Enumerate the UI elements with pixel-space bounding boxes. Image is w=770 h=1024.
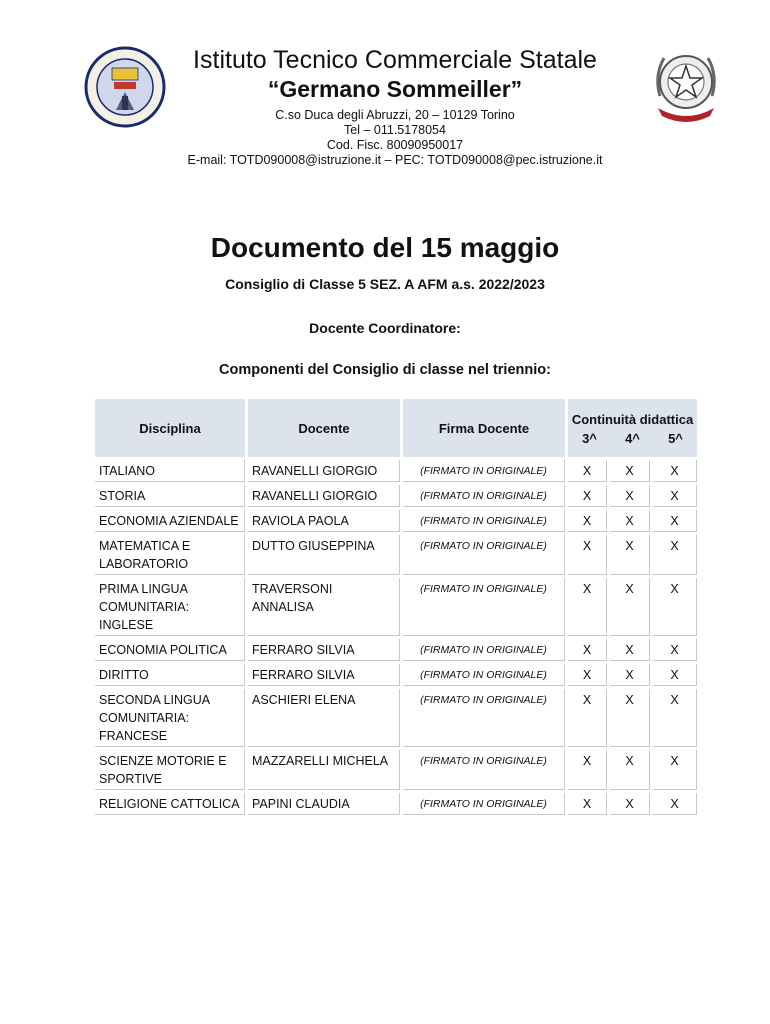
letterhead (0, 40, 770, 170)
year-5-cell: X (653, 578, 697, 636)
year-4-cell: X (610, 460, 650, 482)
subject-cell: MATEMATICA E LABORATORIO (95, 535, 245, 575)
year-4-cell: X (610, 485, 650, 507)
signature-cell: (FIRMATO IN ORIGINALE) (403, 639, 565, 661)
teacher-cell: RAVIOLA PAOLA (248, 510, 400, 532)
year-4-cell: X (610, 510, 650, 532)
teacher-cell: RAVANELLI GIORGIO (248, 460, 400, 482)
signature-cell: (FIRMATO IN ORIGINALE) (403, 510, 565, 532)
subject-cell: SECONDA LINGUA COMUNITARIA: FRANCESE (95, 689, 245, 747)
year-4-cell: X (610, 578, 650, 636)
council-line: Consiglio di Classe 5 SEZ. A AFM a.s. 2022/2023 (225, 276, 545, 292)
subject-cell: RELIGIONE CATTOLICA (95, 793, 245, 815)
year-5-cell: X (653, 510, 697, 532)
year-3-cell: X (568, 510, 607, 532)
table-row (95, 578, 697, 636)
year-3-cell: X (568, 578, 607, 636)
subject-cell: ECONOMIA POLITICA (95, 639, 245, 661)
teacher-cell: DUTTO GIUSEPPINA (248, 535, 400, 575)
phone: Tel – 011.5178054 (344, 123, 446, 137)
subject-cell: SCIENZE MOTORIE E SPORTIVE (95, 750, 245, 790)
year-3-cell: X (568, 793, 607, 815)
institute-type: Istituto Tecnico Commerciale Statale (193, 46, 597, 74)
teacher-cell: ASCHIERI ELENA (248, 689, 400, 747)
address: C.so Duca degli Abruzzi, 20 – 10129 Torino (275, 108, 515, 122)
year-5-cell: X (653, 793, 697, 815)
year-4-cell: X (610, 535, 650, 575)
year-3-cell: X (568, 689, 607, 747)
signature-cell: (FIRMATO IN ORIGINALE) (403, 485, 565, 507)
signature-cell: (FIRMATO IN ORIGINALE) (403, 793, 565, 815)
signature-cell: (FIRMATO IN ORIGINALE) (403, 535, 565, 575)
year-3-cell: X (568, 639, 607, 661)
header-year-5: 5^ (668, 430, 683, 446)
council-table (92, 396, 694, 818)
subject-cell: ECONOMIA AZIENDALE (95, 510, 245, 532)
teacher-cell: FERRARO SILVIA (248, 639, 400, 661)
subject-cell: ITALIANO (95, 460, 245, 482)
year-3-cell: X (568, 664, 607, 686)
teacher-cell: PAPINI CLAUDIA (248, 793, 400, 815)
table-row (95, 485, 697, 507)
table-row (95, 750, 697, 790)
year-5-cell: X (653, 535, 697, 575)
table-row (95, 535, 697, 575)
header-year-3: 3^ (582, 430, 597, 446)
signature-cell: (FIRMATO IN ORIGINALE) (403, 750, 565, 790)
table-row (95, 460, 697, 482)
signature-cell: (FIRMATO IN ORIGINALE) (403, 460, 565, 482)
signature-cell: (FIRMATO IN ORIGINALE) (403, 578, 565, 636)
year-4-cell: X (610, 664, 650, 686)
teacher-cell: FERRARO SILVIA (248, 664, 400, 686)
table-row (95, 639, 697, 661)
year-4-cell: X (610, 793, 650, 815)
year-5-cell: X (653, 485, 697, 507)
table-row (95, 793, 697, 815)
signature-cell: (FIRMATO IN ORIGINALE) (403, 664, 565, 686)
letterhead-text (150, 46, 640, 168)
continuity-label: Continuità didattica (571, 411, 694, 427)
year-5-cell: X (653, 460, 697, 482)
email-line: E-mail: TOTD090008@istruzione.it – PEC: TOTD090008@pec.istruzione.it (187, 153, 603, 167)
year-4-cell: X (610, 750, 650, 790)
year-5-cell: X (653, 639, 697, 661)
year-5-cell: X (653, 689, 697, 747)
header-teacher: Docente (248, 399, 400, 457)
header-continuity (568, 399, 697, 457)
coordinator-line: Docente Coordinatore: (309, 320, 461, 336)
institute-name: “Germano Sommeiller” (267, 76, 523, 102)
year-5-cell: X (653, 664, 697, 686)
year-4-cell: X (610, 639, 650, 661)
subject-cell: DIRITTO (95, 664, 245, 686)
document-title: Documento del 15 maggio (210, 232, 560, 263)
header-subject: Disciplina (95, 399, 245, 457)
year-4-cell: X (610, 689, 650, 747)
year-5-cell: X (653, 750, 697, 790)
year-3-cell: X (568, 485, 607, 507)
subject-cell: STORIA (95, 485, 245, 507)
header-year-4: 4^ (625, 430, 640, 446)
table-row (95, 664, 697, 686)
teacher-cell: RAVANELLI GIORGIO (248, 485, 400, 507)
year-3-cell: X (568, 750, 607, 790)
subject-cell: PRIMA LINGUA COMUNITARIA: INGLESE (95, 578, 245, 636)
table-row (95, 510, 697, 532)
signature-cell: (FIRMATO IN ORIGINALE) (403, 689, 565, 747)
italian-republic-emblem (650, 46, 722, 126)
year-3-cell: X (568, 535, 607, 575)
year-3-cell: X (568, 460, 607, 482)
teacher-cell: MAZZARELLI MICHELA (248, 750, 400, 790)
fiscal-code: Cod. Fisc. 80090950017 (326, 138, 464, 152)
members-heading: Componenti del Consiglio di classe nel triennio: (219, 362, 551, 378)
teacher-cell: TRAVERSONI ANNALISA (248, 578, 400, 636)
table-row (95, 689, 697, 747)
header-signature: Firma Docente (403, 399, 565, 457)
